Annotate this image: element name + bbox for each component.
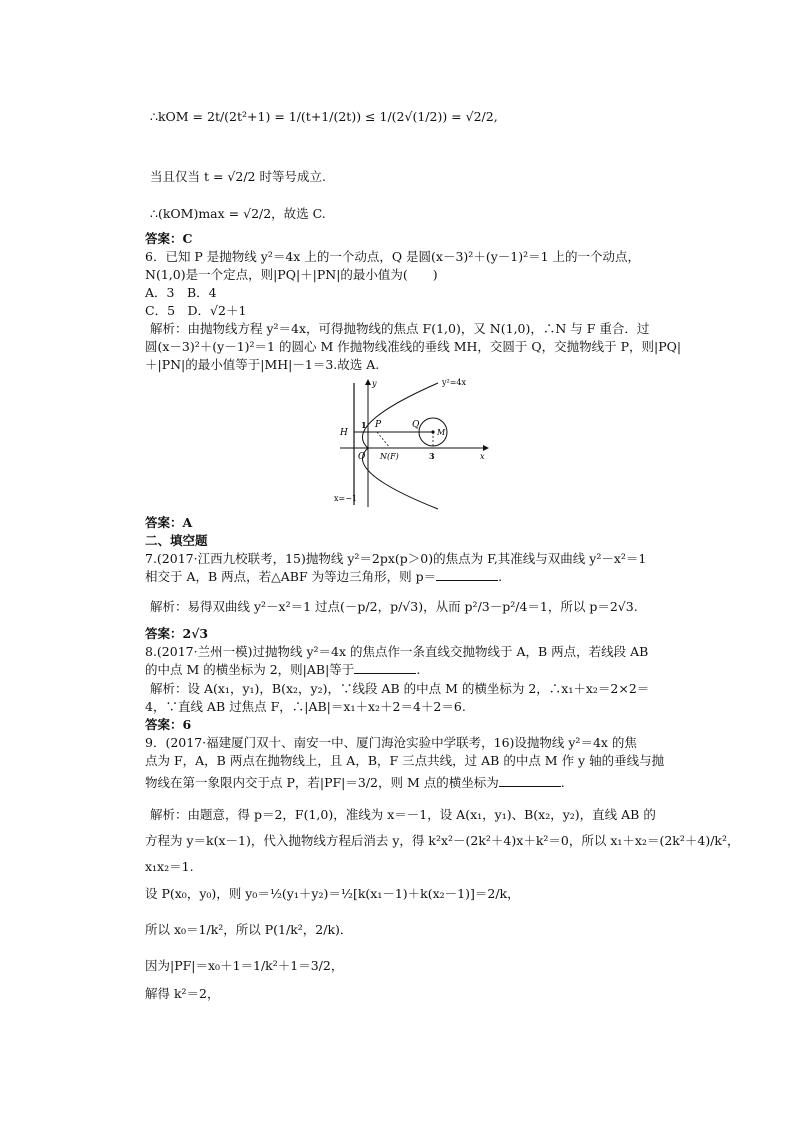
q9-sol4: 设 P(x₀，y₀)，则 y₀＝½(y₁＋y₂)＝½[k(x₁－1)＋k(x₂－1)]＝2/k，: [145, 886, 520, 901]
parabola-figure: [330, 375, 495, 510]
parabola-curve: [362, 383, 438, 509]
q6-sol1: 解析：由抛物线方程 y²＝4x，可得抛物线的焦点 F(1,0)，又 N(1,0)，∴N 与 F 重合．过: [150, 321, 650, 336]
q9-blank: [499, 774, 561, 787]
q8-answer: 答案：6: [145, 717, 192, 732]
label-m: M: [437, 428, 446, 437]
q7-answer: 答案：2√3: [145, 626, 209, 641]
label-h: H: [340, 428, 348, 438]
q6-opt1: A．3 B．4: [145, 285, 217, 300]
q8-stem1: 8.(2017·兰州一模)过抛物线 y²＝4x 的焦点作一条直线交抛物线于 A，B 两点，若线段 AB: [145, 644, 649, 659]
q9-stem1: 9．(2017·福建厦门双十、南安一中、厦门海沧实验中学联考，16)设抛物线 y²＝4x 的焦: [145, 735, 637, 750]
q9-sol2: 方程为 y＝k(x－1)，代入抛物线方程后消去 y，得 k²x²－(2k²＋4)x＋k²＝0，所以 x₁＋x₂＝(2k²＋4)/k²，: [145, 833, 740, 848]
q9-sol7: 解得 k²＝2，: [145, 986, 220, 1001]
q6-stem2: N(1,0)是一个定点，则|PQ|＋|PN|的最小值为( ): [145, 267, 438, 282]
label-p: P: [375, 420, 382, 430]
q9-stem3: 物线在第一象限内交于点 P，若|PF|＝3/2，则 M 点的横坐标为: [145, 775, 499, 790]
q7-stem1: 7.(2017·江西九校联考，15)抛物线 y²＝2px(p＞0)的焦点为 F,其准线与双曲线 y²－x²＝1: [145, 551, 647, 566]
q6-answer: 答案：A: [145, 515, 193, 530]
section-title: 二、填空题: [145, 533, 208, 548]
q5-line2: 当且仅当 t = √2/2 时等号成立.: [150, 169, 326, 184]
label-directrix: x=−1: [334, 494, 358, 503]
label-three: 3: [429, 451, 435, 461]
label-o: O: [358, 452, 366, 462]
q9-sol3: x₁x₂＝1.: [145, 859, 194, 874]
q9-sol1: 解析：由题意，得 p＝2，F(1,0)，准线为 x＝－1，设 A(x₁，y₁)、B(x₂，y₂)，直线 AB 的: [150, 807, 656, 822]
q8-stem2: 的中点 M 的横坐标为 2，则|AB|等于: [145, 662, 355, 677]
q8-sol2: 4，∵直线 AB 过焦点 F，∴|AB|＝x₁＋x₂＋2＝4＋2＝6.: [145, 699, 466, 714]
q6-opt2: C．5 D．√2＋1: [145, 303, 247, 318]
label-one: 1: [361, 420, 367, 430]
q5-answer: 答案：C: [145, 231, 193, 246]
q5-line1: ∴kOM = 2t/(2t²+1) = 1/(t+1/(2t)) ≤ 1/(2√(1/2)) = √2/2,: [150, 109, 498, 124]
q7-sol: 解析：易得双曲线 y²－x²＝1 过点(－p/2，p/√3)，从而 p²/3－p²/4＝1，所以 p＝2√3.: [150, 599, 638, 614]
label-curve: y²=4x: [442, 378, 467, 387]
label-nf: N(F): [380, 452, 399, 461]
q9-stem2: 点为 F，A，B 两点在抛物线上，且 A，B，F 三点共线，过 AB 的中点 M 作 y 轴的垂线与抛: [145, 753, 665, 768]
q7-stem2-wrap: 相交于 A，B 两点，若△ABF 为等边三角形，则 p＝ .: [145, 569, 503, 584]
q5-line3: ∴(kOM)max = √2/2，故选 C.: [150, 206, 326, 221]
label-y: y: [372, 379, 377, 388]
q6-sol2: 圆(x－3)²＋(y－1)²＝1 的圆心 M 作抛物线准线的垂线 MH，交圆于 Q，交抛物线于 P，则|PQ|: [145, 339, 682, 354]
q7-blank: [436, 568, 498, 581]
label-x: x: [480, 452, 485, 461]
q7-stem2: 相交于 A，B 两点，若△ABF 为等边三角形，则 p＝: [145, 569, 437, 584]
q6-sol3: ＋|PN|的最小值等于|MH|－1＝3.故选 A.: [145, 357, 380, 372]
q9-sol6: 因为|PF|＝x₀＋1＝1/k²＋1＝3/2，: [145, 958, 344, 973]
label-q: Q: [412, 420, 420, 430]
q9-stem3-wrap: 物线在第一象限内交于点 P，若|PF|＝3/2，则 M 点的横坐标为 .: [145, 775, 565, 790]
q8-stem2-wrap: 的中点 M 的横坐标为 2，则|AB|等于 .: [145, 662, 421, 677]
q9-sol5: 所以 x₀＝1/k²，所以 P(1/k²，2/k)．: [145, 922, 353, 937]
q6-stem1: 6．已知 P 是抛物线 y²＝4x 上的一个动点，Q 是圆(x－3)²＋(y－1)²＝1 上的一个动点，: [145, 249, 641, 264]
q8-blank: [354, 661, 416, 674]
pn-dashed: [377, 432, 390, 448]
q8-sol1: 解析：设 A(x₁，y₁)，B(x₂，y₂)，∵线段 AB 的中点 M 的横坐标为 2，∴x₁＋x₂＝2×2＝: [150, 681, 650, 696]
